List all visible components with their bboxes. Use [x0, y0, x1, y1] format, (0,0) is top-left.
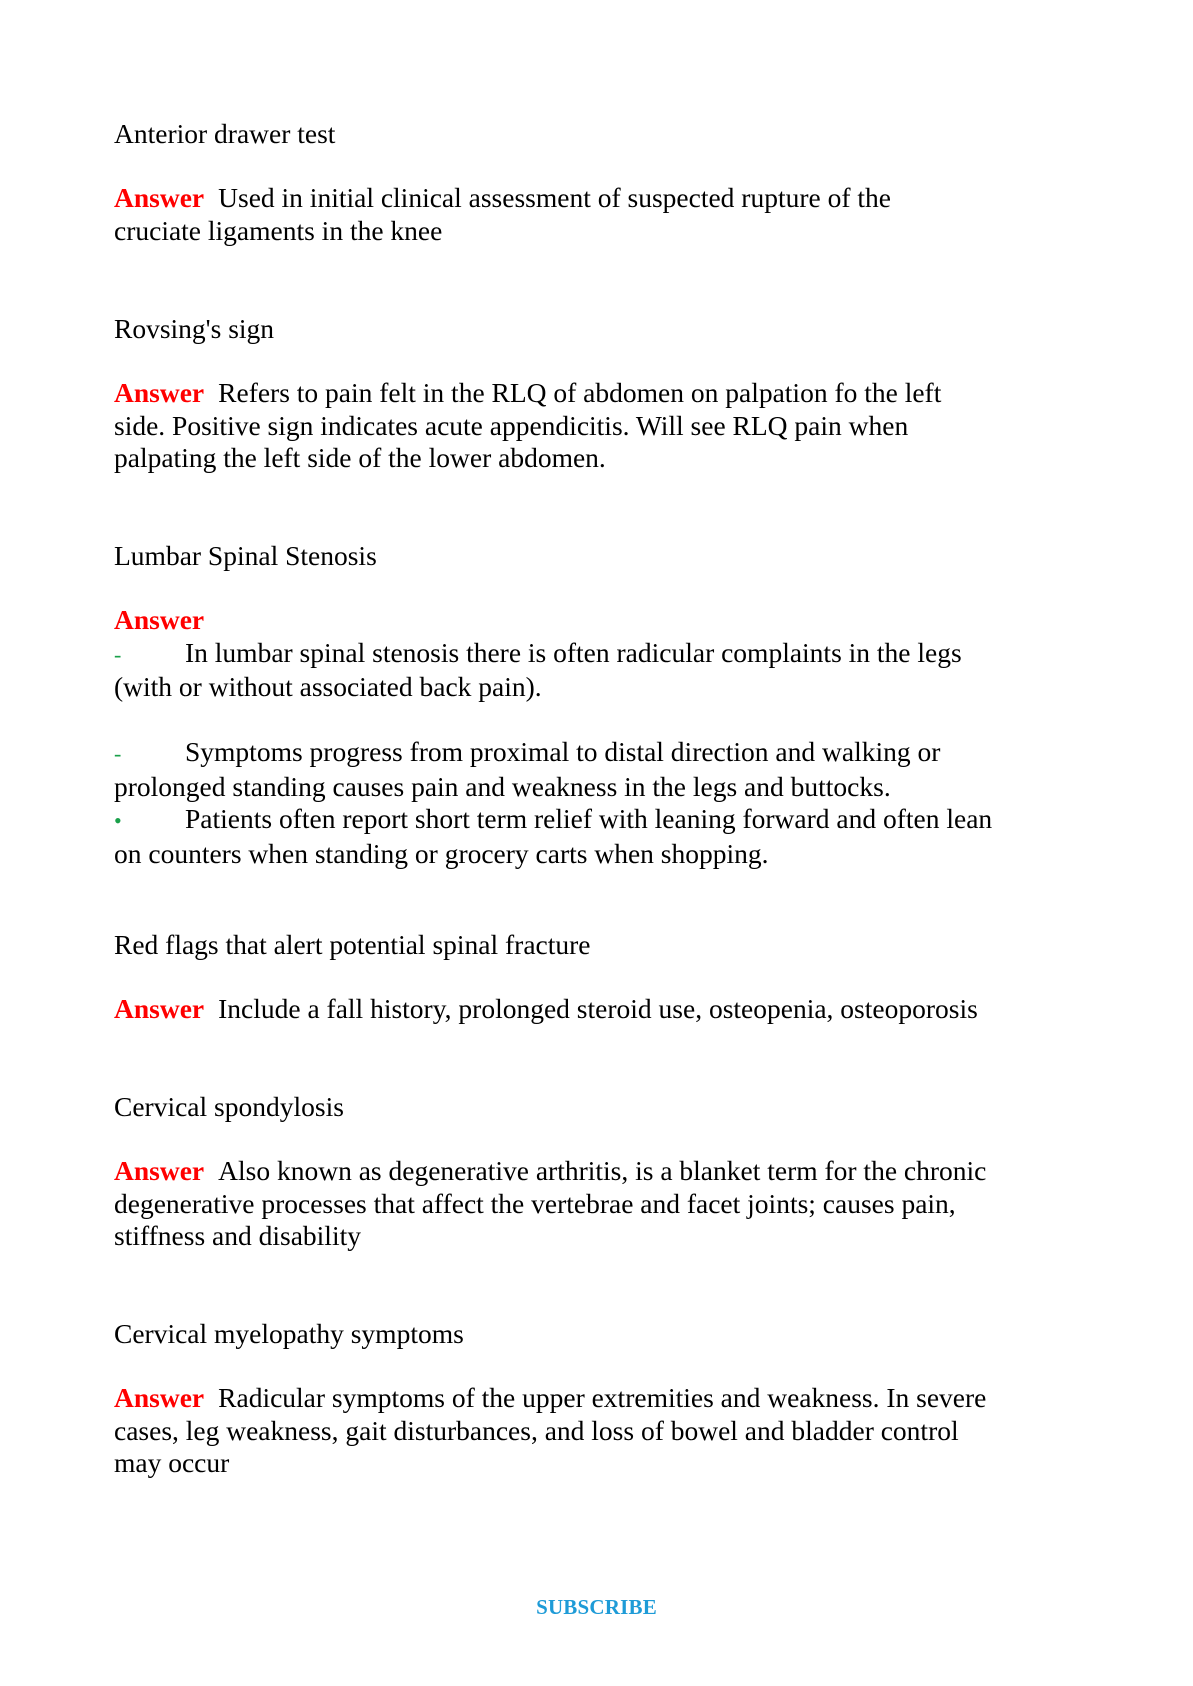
- list-item-text: on counters when standing or grocery carts when shopping.: [114, 837, 769, 869]
- answer-block: [114, 1382, 1114, 1480]
- answer-text: Also known as degenerative arthritis, is a blanket term for the chronic: [218, 1155, 987, 1186]
- answer-label: Answer: [114, 182, 205, 213]
- question-title: Red flags that alert potential spinal fracture: [114, 929, 591, 960]
- question-title: Cervical myelopathy symptoms: [114, 1318, 464, 1349]
- list-item: [114, 736, 1114, 771]
- answer-text: Include a fall history, prolonged steroid use, osteopenia, osteoporosis: [218, 993, 978, 1024]
- answer-text: palpating the left side of the lower abdomen.: [114, 442, 606, 473]
- answer-block: [114, 993, 1114, 1026]
- answer-text: Used in initial clinical assessment of suspected rupture of the: [218, 182, 891, 213]
- answer-text: may occur: [114, 1447, 230, 1478]
- answer-text: Refers to pain felt in the RLQ of abdomen on palpation fo the left: [218, 377, 942, 408]
- list-item-text: (with or without associated back pain).: [114, 671, 542, 702]
- answer-label: Answer: [114, 993, 205, 1024]
- list-item: [114, 803, 1114, 838]
- answer-text: Radicular symptoms of the upper extremities and weakness. In severe: [218, 1382, 987, 1413]
- answer-text: stiffness and disability: [114, 1220, 361, 1251]
- answer-block: [114, 182, 1114, 247]
- answer-text: cases, leg weakness, gait disturbances, and loss of bowel and bladder control: [114, 1414, 959, 1446]
- answer-text: side. Positive sign indicates acute appendicitis. Will see RLQ pain when: [114, 409, 909, 441]
- subscribe-link[interactable]: SUBSCRIBE: [536, 1595, 657, 1619]
- dash-marker: -: [114, 741, 122, 766]
- question-title: Cervical spondylosis: [114, 1091, 344, 1122]
- list-item-text: Symptoms progress from proximal to distal direction and walking or: [185, 736, 941, 767]
- question-title: Anterior drawer test: [114, 118, 336, 149]
- list-item: [114, 637, 1114, 672]
- answer-block: [114, 604, 1114, 870]
- answer-label: Answer: [114, 1155, 205, 1186]
- answer-text: degenerative processes that affect the vertebrae and facet joints; causes pain,: [114, 1187, 956, 1219]
- list-item-text: In lumbar spinal stenosis there is often radicular complaints in the legs: [185, 636, 962, 668]
- list-item-text: prolonged standing causes pain and weakness in the legs and buttocks.: [114, 770, 891, 802]
- dash-marker: -: [114, 641, 122, 667]
- list-item-text: Patients often report short term relief with leaning forward and often lean: [185, 803, 993, 834]
- answer-label: Answer: [114, 377, 205, 408]
- answer-block: [114, 1155, 1114, 1253]
- question-title: Rovsing's sign: [114, 313, 275, 344]
- answer-block: [114, 377, 1114, 475]
- answer-text: cruciate ligaments in the knee: [114, 214, 443, 246]
- answer-label: Answer: [114, 604, 205, 635]
- question-title: Lumbar Spinal Stenosis: [114, 540, 377, 571]
- bullet-marker: •: [114, 808, 122, 833]
- answer-label: Answer: [114, 1382, 205, 1413]
